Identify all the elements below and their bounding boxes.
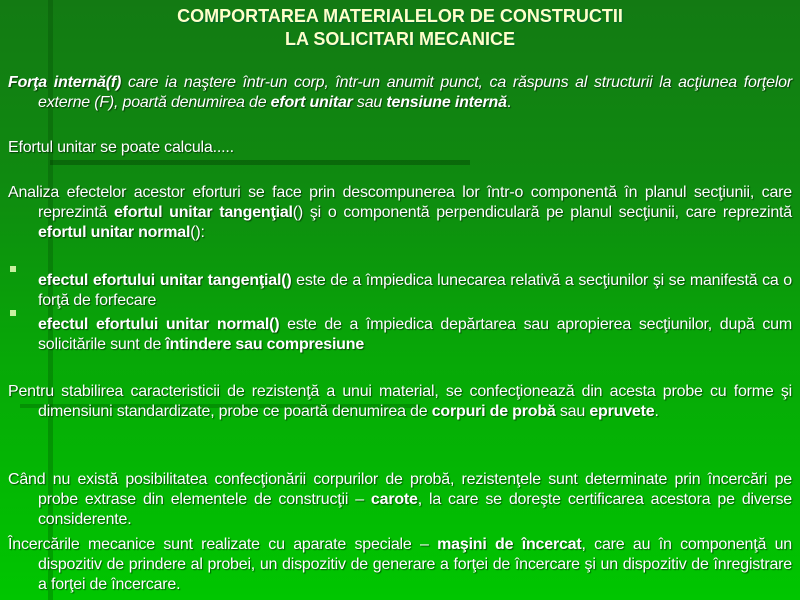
bold-term: Forţa internă(f) [8,74,122,91]
bold-term: epruvete [589,403,655,420]
paragraph-text: , care au în componenţă un dispozitiv de prindere al probei, un dispozitiv de generare a forţei de încercare şi un dispozitiv de înregistrare a forţei de încercare. [38,536,792,593]
bold-term: maşini de încercat [437,536,582,553]
paragraph-text: Efortul unitar se poate calcula..... [8,139,234,156]
title-line-2: LA SOLICITARI MECANICE [285,29,515,49]
bold-term: efectul efortului unitar tangenţial() [38,272,292,289]
bold-term: carote [370,491,418,508]
paragraph-text: este de a împiedica lunecarea relativă a secţiunilor şi se manifestă ca o forţă de forfecare [38,272,792,309]
paragraph-text: sau [555,403,590,420]
paragraph-text: Pentru stabilirea caracteristicii de rezistenţă a unui material, se confecţionează din acesta probe cu forme şi dimensiuni standardizate, probe ce poartă denumirea de [8,383,792,420]
bullet-normal [8,315,792,355]
title-line-1: COMPORTAREA MATERIALELOR DE CONSTRUCTII [177,6,623,26]
paragraph-text: este de a împiedica depărtarea sau apropierea secţiunilor, după cum solicitările sunt de [38,316,793,353]
decorative-horizontal-bar [50,160,470,165]
bullet-tangential [8,271,792,311]
paragraph-text: Când nu există posibilitatea confecţionării corpurilor de probă, rezistenţele sunt determinate prin încercări pe probe extrase din elementele de construcţii – [8,471,792,508]
paragraph-text: Analiza efectelor acestor eforturi se face prin descompunerea lor într-o componentă în planul secţiunii, care reprezintă [8,184,792,221]
paragraph-text: . [654,403,659,420]
bold-term: efortul unitar normal [38,224,191,241]
paragraph-testing-machines [8,535,792,595]
bold-term: efortul unitar tangenţial [113,204,293,221]
paragraph-text: , la care se doreşte certificarea acestora pe diverse considerente. [38,491,793,528]
paragraph-text: care ia naştere într-un corp, într-un anumit punct, ca răspuns al structurii la acţiunea forţelor externe (F), poartă denumirea de [38,74,792,111]
paragraph-analysis [8,183,792,243]
paragraph-internal-force [8,73,792,113]
paragraph-text: . [506,94,512,111]
bold-term: întindere sau compresiune [165,336,365,353]
paragraph-cores [8,470,792,530]
bold-term: tensiune internă [386,94,507,111]
paragraph-calc [8,138,792,158]
paragraph-text: (): [190,224,205,241]
bold-term: corpuri de probă [431,403,556,420]
paragraph-text: Încercările mecanice sunt realizate cu aparate speciale – [8,536,438,553]
paragraph-specimens [8,382,792,422]
bold-term: efort unitar [270,94,353,111]
paragraph-text: () şi o componentă perpendiculară pe planul secţiunii, care reprezintă [292,204,792,221]
bold-term: efectul efortului unitar normal() [38,316,280,333]
paragraph-text: sau [352,94,387,111]
slide-title [0,5,800,51]
